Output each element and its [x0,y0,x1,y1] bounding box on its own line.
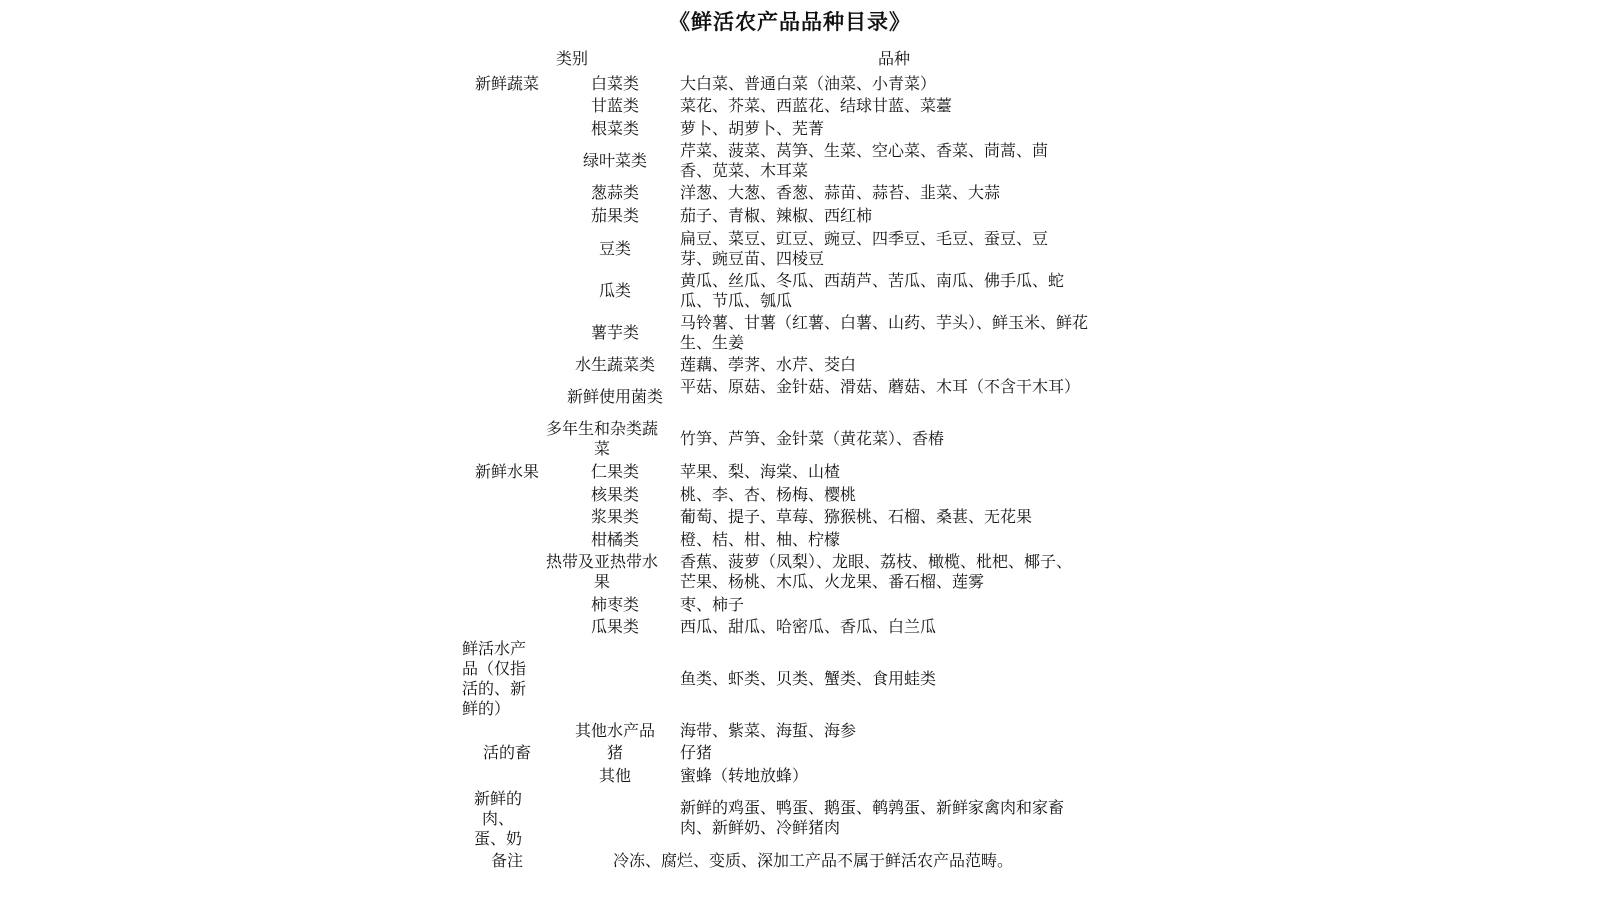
variety-list: 鱼类、虾类、贝类、蟹类、食用蛙类 [680,669,937,688]
variety-list: 菜花、芥菜、西蓝花、结球甘蓝、菜薹 [680,96,953,115]
subcategory-label: 葱蒜类 [590,183,639,202]
variety-list: 海带、紫菜、海蜇、海参 [680,721,857,740]
variety-list: 马铃薯、甘薯（红薯、白薯、山药、芋头）、鲜玉米、鲜花生、生姜 [680,313,1089,352]
note-text: 冷冻、腐烂、变质、深加工产品不属于鲜活农产品范畴。 [613,851,1014,870]
variety-list: 莲藕、荸荠、水芹、茭白 [680,355,857,374]
subcategory-label: 绿叶菜类 [582,151,647,170]
variety-list: 香蕉、菠萝（凤梨）、龙眼、荔枝、橄榄、枇杷、椰子、芒果、杨桃、木瓜、火龙果、番石榴、莲雾 [680,552,1073,591]
group-label: 新鲜的肉、蛋、奶 [473,789,522,848]
subcategory-label: 根菜类 [590,119,639,138]
variety-list: 橙、桔、柑、柚、柠檬 [680,530,841,549]
subcategory-label: 白菜类 [590,74,639,93]
variety-list: 茄子、青椒、辣椒、西红柿 [680,206,873,225]
subcategory-label: 热带及亚热带水果 [545,552,658,591]
variety-list: 萝卜、胡萝卜、芜菁 [680,119,825,138]
variety-list: 蜜蜂（转地放蜂） [680,766,809,785]
subcategory-label: 猪 [606,743,623,762]
group-label: 新鲜水果 [474,462,539,481]
group-label: 鲜活水产品（仅指活的、新鲜的） [462,639,527,718]
variety-list: 平菇、原菇、金针菇、滑菇、蘑菇、木耳（不含干木耳） [680,377,1081,396]
variety-list: 枣、柿子 [680,595,745,614]
subcategory-label: 薯芋类 [590,323,639,342]
variety-list: 大白菜、普通白菜（油菜、小青菜） [680,74,937,93]
variety-list: 苹果、梨、海棠、山楂 [680,462,841,481]
variety-list: 西瓜、甜瓜、哈密瓜、香瓜、白兰瓜 [680,617,937,636]
variety-list: 桃、李、杏、杨梅、樱桃 [680,485,857,504]
variety-list: 仔猪 [680,743,713,762]
header-category: 类别 [556,49,589,68]
document-title: 《鲜活农产品品种目录》 [669,10,911,34]
subcategory-label: 甘蓝类 [590,96,639,115]
subcategory-label: 其他水产品 [574,721,655,740]
subcategory-label: 茄果类 [590,206,639,225]
variety-list: 扁豆、菜豆、豇豆、豌豆、四季豆、毛豆、蚕豆、豆芽、豌豆苗、四棱豆 [680,229,1049,268]
subcategory-label: 瓜果类 [590,617,639,636]
subcategory-label: 浆果类 [590,507,639,526]
variety-list: 竹笋、芦笋、金针菜（黄花菜）、香椿 [680,429,945,448]
subcategory-label: 核果类 [590,485,639,504]
subcategory-label: 仁果类 [590,462,639,481]
group-label: 活的畜 [482,743,531,762]
group-label: 新鲜蔬菜 [474,74,539,93]
subcategory-label: 水生蔬菜类 [574,355,655,374]
subcategory-label: 豆类 [598,239,631,258]
subcategory-label: 新鲜使用菌类 [566,387,663,406]
subcategory-label: 多年生和杂类蔬菜 [545,419,658,458]
header-variety: 品种 [878,49,911,68]
variety-list: 洋葱、大葱、香葱、蒜苗、蒜苔、韭菜、大蒜 [680,183,1001,202]
subcategory-label: 柑橘类 [590,530,639,549]
subcategory-label: 柿枣类 [590,595,639,614]
variety-list: 新鲜的鸡蛋、鸭蛋、鹅蛋、鹌鹑蛋、新鲜家禽肉和家畜肉、新鲜奶、冷鲜猪肉 [680,798,1065,837]
variety-list: 黄瓜、丝瓜、冬瓜、西葫芦、苦瓜、南瓜、佛手瓜、蛇瓜、节瓜、瓠瓜 [680,271,1065,310]
variety-list: 芹菜、菠菜、莴笋、生菜、空心菜、香菜、茼蒿、茴香、苋菜、木耳菜 [680,141,1049,180]
variety-list: 葡萄、提子、草莓、猕猴桃、石榴、桑葚、无花果 [680,507,1033,526]
subcategory-label: 其他 [598,766,631,785]
subcategory-label: 瓜类 [598,281,631,300]
note-label: 备注 [490,851,523,870]
